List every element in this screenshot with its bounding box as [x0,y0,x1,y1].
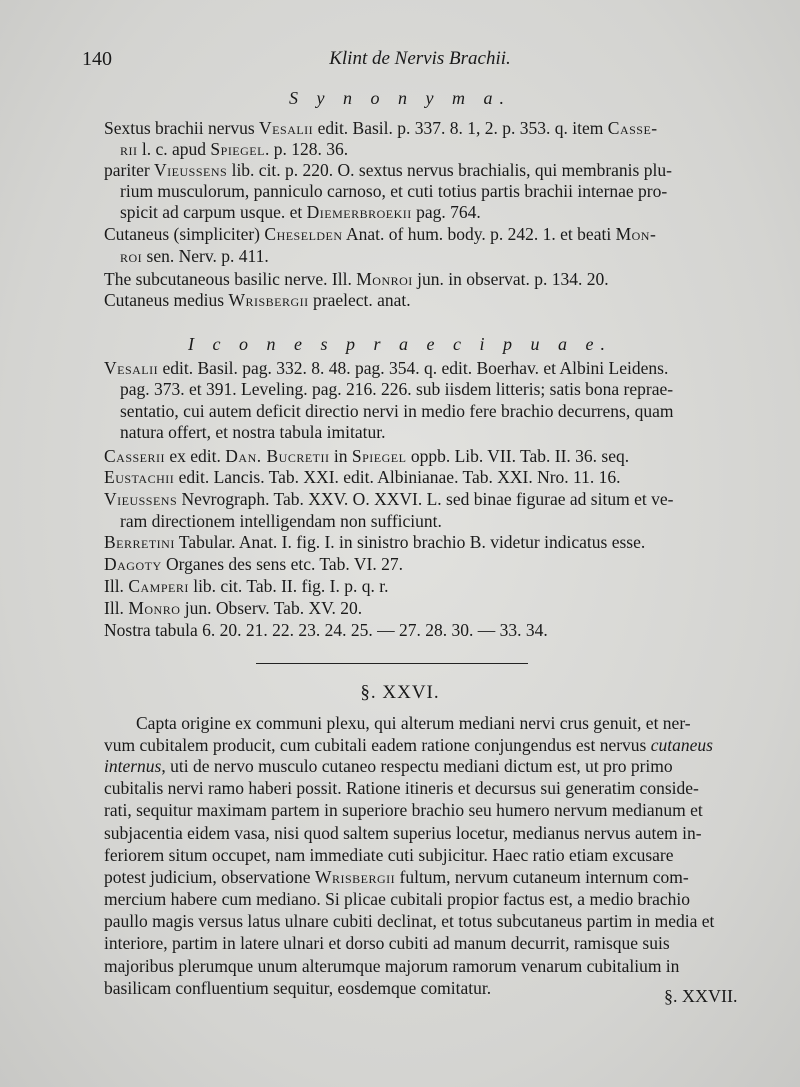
text-segment: internus [104,756,162,776]
text-segment: potest judicium, observatione [104,867,315,887]
icones-line [120,401,673,421]
text-segment: pag. 373. et 391. Leveling. pag. 216. 226. sub iisdem litteris; satis bona reprae- [120,379,674,399]
text-segment: paullo magis versus latus ulnare cubiti declinat, et totus subcutaneus partim in media et [104,911,715,931]
text-segment: Wrisbergii [228,290,309,310]
synonyma-line [104,269,609,289]
text-segment: Capta origine ex communi plexu, qui alterum mediani nervi crus genuit, et ner- [136,713,691,733]
text-segment: , uti de nervo musculo cutaneo respectu mediani dictum est, ut pro primo [161,756,673,776]
text-segment: Eustachii [104,467,175,487]
text-segment: edit. Lancis. Tab. XXI. edit. Albinianae. Tab. XXI. Nro. 11. 16. [174,467,621,487]
text-segment: Cutaneus (simpliciter) [104,224,265,244]
icones-line [120,379,673,399]
synonyma-line [104,118,658,138]
section-line [104,933,670,953]
text-segment: fultum, nervum cutaneum internum com- [395,867,689,887]
text-segment: Anat. of hum. body. p. 242. 1. et beati [342,224,616,244]
text-segment: Tabular. Anat. I. fig. I. in sinistro brachio B. videtur indicatus esse. [174,532,646,552]
section-line [104,978,491,998]
icones-line [104,446,629,466]
text-segment: The subcutaneous basilic nerve. Ill. [104,269,357,289]
text-segment: Casserii [104,446,166,466]
icones-line [120,422,386,442]
synonyma-line [120,181,667,201]
text-segment: subjacentia eidem vasa, nisi quod saltem superius locetur, medianus nervus autem in- [104,823,702,843]
text-segment: roi [120,246,143,266]
text-segment: rium musculorum, panniculo carnoso, et cuti totius partis brachii internae pro- [120,181,668,201]
running-head: Klint de Nervis Brachii. [329,48,511,69]
section-heading: §. XXVI. [360,682,440,703]
catchword: §. XXVII. [664,986,738,1006]
text-segment: feriorem situm occupet, nam immediate cuti subjicitur. Haec ratio etiam excusare [104,845,674,865]
synonyma-line [104,160,672,180]
section-line [104,823,702,843]
icones-line [104,358,668,378]
text-segment: spicit ad carpum usque. et [120,202,307,222]
text-segment: Spiegel [351,446,407,466]
section-line [104,956,679,976]
text-segment: edit. Basil. pag. 332. 8. 48. pag. 354. q. edit. Boerhav. et Albini Leidens. [158,358,669,378]
text-segment: basilicam confluentium sequitur, eosdemque comitatur. [104,978,492,998]
text-segment: . p. 128. 36. [264,139,349,159]
text-segment: cutaneus [650,735,713,755]
text-segment: mercium habere cum mediano. Si plicae cubitali propior factus est, a medio brachio [104,889,691,909]
icones-heading: I c o n e s p r a e c i p u a e. [188,334,612,354]
section-line [104,867,689,887]
text-segment: sentatio, cui autem deficit directio nervi in medio fere brachio decurrens, quam [120,401,674,421]
text-segment: rati, sequitur maximam partem in superiore brachio seu humero nervum medianum et [104,800,703,820]
text-segment: lib. cit. p. 220. O. sextus nervus brachialis, qui membranis plu- [227,160,672,180]
text-segment: cubitalis nervi ramo haberi possit. Ratione itineris et decursus sui generatim conside- [104,778,699,798]
text-segment: rii [120,139,138,159]
text-segment: Cutaneus medius [104,290,229,310]
text-segment: interiore, partim in latere ulnari et dorso cubiti ad manum decurrit, ramisque suis [104,933,670,953]
text-segment: Vesalii [259,118,314,138]
text-segment: Sextus brachii nervus [104,118,260,138]
text-segment: Nevrograph. Tab. XXV. O. XXVI. L. sed binae figurae ad situm et ve- [177,489,674,509]
synonyma-heading: S y n o n y m a. [289,88,511,108]
text-segment: Ill. [104,576,129,596]
text-segment: jun. Observ. Tab. XV. 20. [180,598,363,618]
text-segment: Dagoty [104,554,162,574]
section-line [104,889,690,909]
text-segment: Casse- [607,118,658,138]
section-line [104,911,714,931]
synonyma-line [120,202,481,222]
icones-line [104,554,403,574]
section-line [104,735,713,755]
text-segment: oppb. Lib. VII. Tab. II. 36. seq. [406,446,630,466]
text-segment: majoribus plerumque unum alterumque majorum ramorum venarum cubitalium in [104,956,680,976]
synonyma-line [120,246,269,266]
icones-line [104,598,362,618]
synonyma-line [104,224,656,244]
icones-line [120,511,442,531]
icones-line [104,489,673,509]
text-segment: pariter [104,160,155,180]
text-segment: praelect. anat. [308,290,411,310]
text-segment: Nostra tabula 6. 20. 21. 22. 23. 24. 25. — 27. 28. 30. — 33. 34. [104,620,548,640]
icones-line [104,532,645,552]
text-segment: Ill. [104,598,129,618]
text-segment: Spiegel [210,139,265,159]
text-segment: Camperi [128,576,189,596]
section-line [104,778,699,798]
text-segment: lib. cit. Tab. II. fig. I. p. q. r. [188,576,389,596]
text-segment: Vesalii [104,358,159,378]
section-line [104,756,673,776]
text-segment: Dan. Bucretii [225,446,330,466]
section-line [104,845,674,865]
icones-line [104,576,389,596]
text-segment: Vieussens [154,160,228,180]
text-segment: Monro [128,598,181,618]
text-segment: ram directionem intelligendam non sufficiunt. [120,511,442,531]
text-segment: jun. in observat. p. 134. 20. [412,269,609,289]
text-segment: in [329,446,352,466]
text-segment: Vieussens [104,489,178,509]
text-segment: Diemerbroekii [306,202,412,222]
text-segment: sen. Nerv. p. 411. [142,246,269,266]
icones-line [104,620,548,640]
text-segment: Wrisbergii [314,867,396,887]
text-segment: Cheselden [264,224,343,244]
text-segment: pag. 764. [411,202,481,222]
text-segment: edit. Basil. p. 337. 8. 1, 2. p. 353. q. item [313,118,608,138]
text-segment: Organes des sens etc. Tab. VI. 27. [161,554,403,574]
text-segment: l. c. apud [137,139,211,159]
section-line [136,713,691,733]
section-line [104,800,703,820]
page-number: 140 [82,48,112,70]
text-segment: ex edit. [165,446,226,466]
text-segment: Berretini [104,532,175,552]
synonyma-line [120,139,348,159]
synonyma-line [104,290,411,310]
text-segment: natura offert, et nostra tabula imitatur. [120,422,386,442]
section-divider [256,663,528,664]
text-segment: Monroi [356,269,413,289]
text-segment: Mon- [615,224,657,244]
icones-line [104,467,621,487]
text-segment: vum cubitalem producit, cum cubitali eadem ratione conjungendus est nervus [104,735,651,755]
